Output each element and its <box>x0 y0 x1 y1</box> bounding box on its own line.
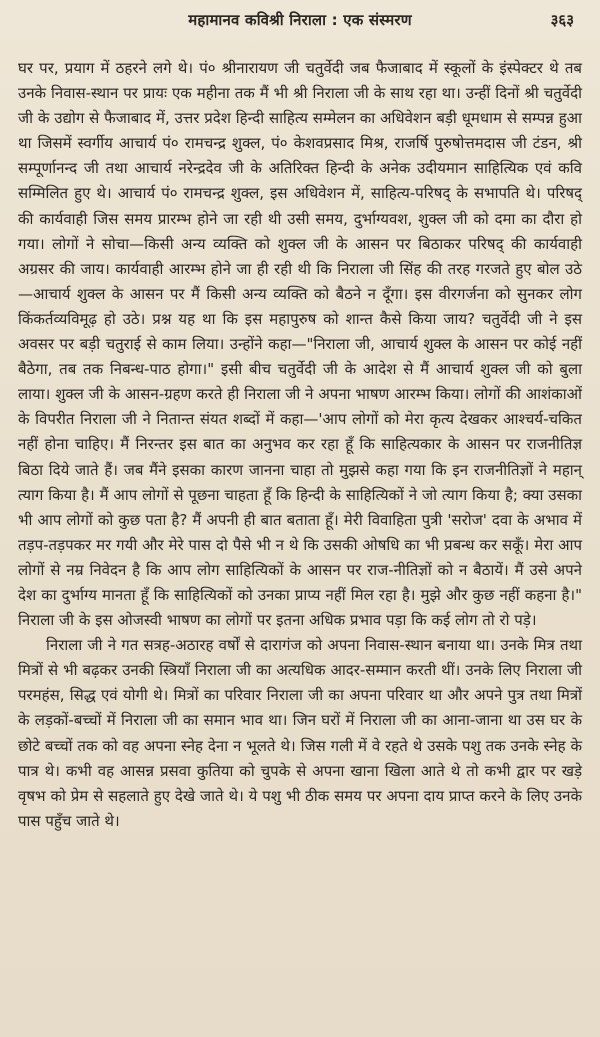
paragraph-1: घर पर, प्रयाग में ठहरने लगे थे। पं० श्रीनारायण जी चतुर्वेदी जब फैजाबाद में स्कूलों के इंस्पेक्टर थे तब उनके निवास-स्थान पर प्रायः एक महीना तक मैं भी श्री निराला जी के साथ रहा था। उन्हीं दिनों श्री चतुर्वेदी जी के उद्योग से फैजाबाद में, उत्तर प्रदेश हिन्दी साहित्य सम्मेलन का अधिवेशन बड़ी धूमधाम से सम्पन्न हुआ था जिसमें स्वर्गीय आचार्य पं० रामचन्द्र शुक्ल, पं० केशवप्रसाद मिश्र, राजर्षि पुरुषोत्तमदास जी टंडन, श्री सम्पूर्णानन्द जी तथा आचार्य नरेन्द्रदेव जी के अतिरिक्त हिन्दी के अनेक उदीयमान साहित्यिक एवं कवि सम्मिलित हुए थे। आचार्य पं० रामचन्द्र शुक्ल, इस अधिवेशन में, साहित्य-परिषद् के सभापति थे। परिषद् की कार्यवाही जिस समय प्रारम्भ होने जा रही थी उसी समय, दुर्भाग्यवश, शुक्ल जी को दमा का दौरा हो गया। लोगों ने सोचा—किसी अन्य व्यक्ति को शुक्ल जी के आसन पर बिठाकर परिषद् की कार्यवाही अग्रसर की जाय। कार्यवाही आरम्भ होने जा ही रही थी कि निराला जी सिंह की तरह गरजते हुए बोल उठे—आचार्य शुक्ल के आसन पर मैं किसी अन्य व्यक्ति को बैठने न दूँगा। इस वीरगर्जना को सुनकर लोग किंकर्तव्यविमूढ़ हो उठे। प्रश्न यह था कि इस महापुरुष को शान्त कैसे किया जाय? चतुर्वेदी जी ने इस अवसर पर बड़ी चतुराई से काम लिया। उन्होंने कहा—"निराला जी, आचार्य शुक्ल के आसन पर कोई नहीं बैठेगा, तब तक निबन्ध-पाठ होगा।" इसी बीच चतुर्वेदी जी के आदेश से मैं आचार्य शुक्ल जी को बुला लाया। शुक्ल जी के आसन-ग्रहण करते ही निराला जी ने अपना भाषण आरम्भ किया। लोगों की आशंकाओं के विपरीत निराला जी ने नितान्त संयत शब्दों में कहा—'आप लोगों को मेरा कृत्य देखकर आश्चर्य-चकित नहीं होना चाहिए। मैं निरन्तर इस बात का अनुभव कर रहा हूँ कि साहित्यकार के आसन पर राजनीतिज्ञ बिठा दिये जाते हैं। जब मैंने इसका कारण जानना चाहा तो मुझसे कहा गया कि इन राजनीतिज्ञों ने महान् त्याग किया है। मैं आप लोगों से पूछना चाहता हूँ कि हिन्दी के साहित्यिकों ने जो त्याग किया है; क्या उसका भी आप लोगों को कुछ पता है? मैं अपनी ही बात बताता हूँ। मेरी विवाहिता पुत्री 'सरोज' दवा के अभाव में तड़प-तड़पकर मर गयी और मेरे पास दो पैसे भी न थे कि उसकी ओषधि का भी प्रबन्ध कर सकूँ। मेरा आप लोगों से नम्र निवेदन है कि आप लोग साहित्यिकों के आसन पर राज-नीतिज्ञों को न बैठायें। मैं उसे अपने देश का दुर्भाग्य मानता हूँ कि साहित्यिकों को उनका प्राप्य नहीं मिल रहा है। मुझे और कुछ नहीं कहना है।" निराला जी के इस ओजस्वी भाषण का लोगों पर इतना अधिक प्रभाव पड़ा कि कई लोग तो रो पड़े। <box>18 59 582 630</box>
running-title: महामानव कविश्री निराला : एक संस्मरण <box>188 11 412 29</box>
page-number: ३६३ <box>550 11 574 29</box>
page-body <box>18 56 582 834</box>
paragraph-2: निराला जी ने गत सत्रह-अठारह वर्षों से दारागंज को अपना निवास-स्थान बनाया था। उनके मित्र तथा मित्रों से भी बढ़कर उनकी स्त्रियाँ निराला जी का अत्यधिक आदर-सम्मान करती थीं। उनके लिए निराला जी परमहंस, सिद्ध एवं योगी थे। मित्रों का परिवार निराला जी का अपना परिवार था और अपने पुत्र तथा मित्रों के लड़कों-बच्चों में निराला जी का समान भाव था। जिन घरों में निराला जी का आना-जाना था उस घर के छोटे बच्चों तक को वह अपना स्नेह देना न भूलते थे। जिस गली में वे रहते थे उसके पशु तक उनके स्नेह के पात्र थे। कभी वह आसन्न प्रसवा कुतिया को चुपके से अपना खाना खिला आते थे तो कभी द्वार पर खड़े वृषभ को प्रेम से सहलाते हुए देखे जाते थे। ये पशु भी ठीक समय पर अपना दाय प्राप्त करने के लिए उनके पास पहुँच जाते थे। <box>18 636 582 830</box>
page-header <box>18 10 582 44</box>
